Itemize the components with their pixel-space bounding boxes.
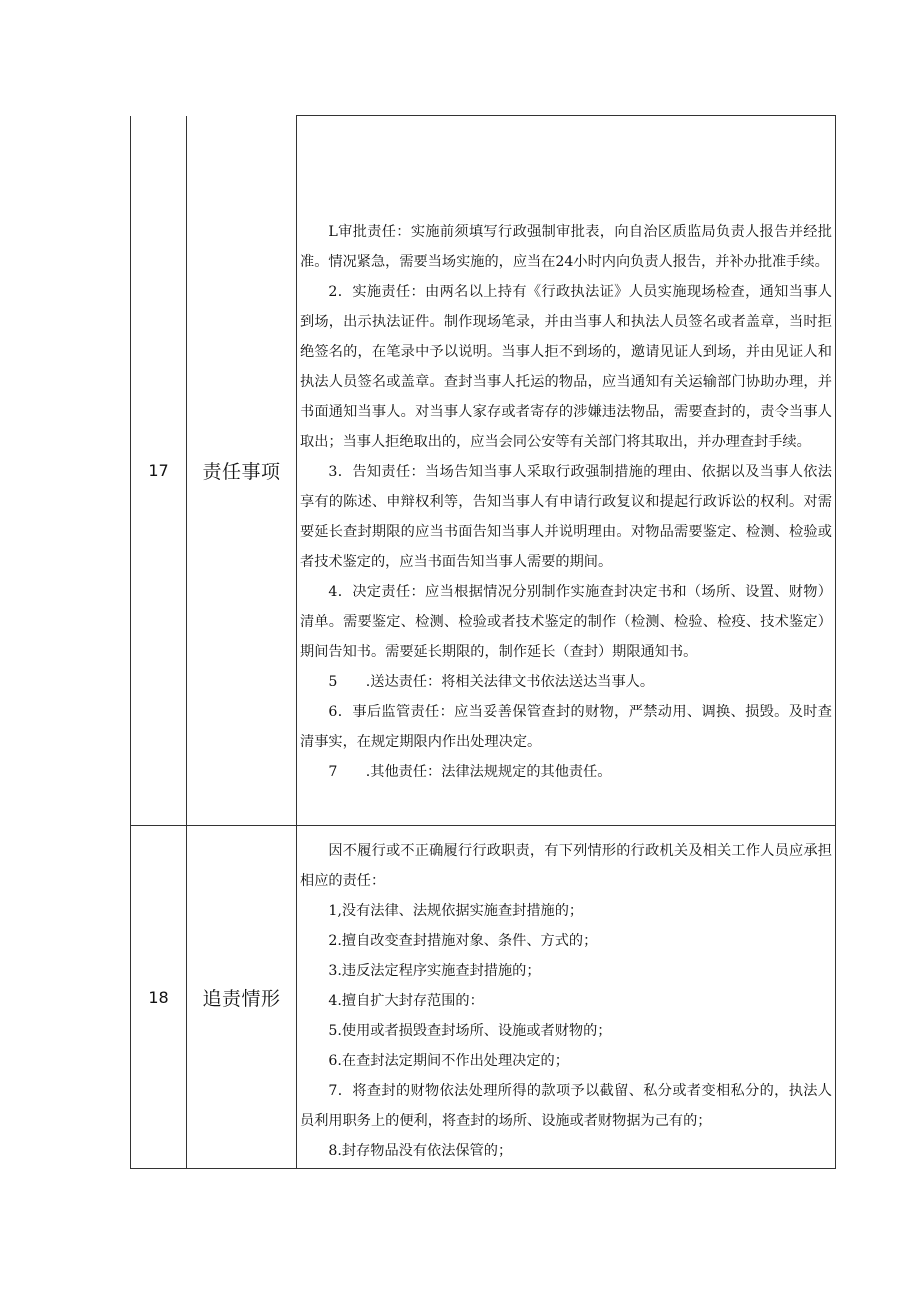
paragraph: 6．事后监管责任：应当妥善保管查封的财物，严禁动用、调换、损毁。及时查清事实，在规定期限内作出处理决定。: [300, 703, 832, 750]
row-content: [297, 826, 836, 1169]
row-content: [297, 116, 836, 826]
table-row: [131, 826, 836, 1169]
list-item: 6.在查封法定期间不作出处理决定的；: [328, 1052, 569, 1069]
list-item: 7．将查封的财物依法处理所得的款项予以截留、私分或者变相私分的，执法人员利用职务上的便利，将查封的场所、设施或者财物据为己有的；: [300, 1082, 832, 1129]
paragraph: 3．告知责任：当场告知当事人采取行政强制措施的理由、依据以及当事人依法享有的陈述、申辩权利等，告知当事人有申请行政复议和提起行政诉讼的权利。对需要延长查封期限的应当书面告知当事人并说明理由。对物品需要鉴定、检测、检验或者技术鉴定的，应当书面告知当事人需要的期间。: [300, 463, 832, 570]
paragraph: 5 .送达责任：将相关法律文书依法送达当事人。: [328, 673, 655, 690]
row-label: 责任事项: [187, 116, 297, 826]
row-number: 18: [131, 826, 187, 1169]
list-item: 5.使用或者损毁查封场所、设施或者财物的；: [328, 1022, 612, 1039]
list-item: 1,没有法律、法规依据实施查封措施的；: [328, 902, 584, 919]
list-item: 8.封存物品没有依法保管的；: [328, 1142, 513, 1159]
table-row: [131, 116, 836, 826]
paragraph: L审批责任：实施前须填写行政强制审批表，向自治区质监局负责人报告并经批准。情况紧急，需要当场实施的，应当在24小时内向负责人报告，并补办批准手续。: [300, 223, 832, 270]
list-item: 2.擅自改变查封措施对象、条件、方式的；: [328, 932, 598, 949]
paragraph: 7 .其他责任：法律法规规定的其他责任。: [328, 763, 612, 780]
list-item: 3.违反法定程序实施查封措施的；: [328, 962, 541, 979]
responsibility-table: [130, 115, 836, 1169]
row-label: 追责情形: [187, 826, 297, 1169]
row-number: 17: [131, 116, 187, 826]
list-item: 4.擅自扩大封存范围的：: [328, 992, 484, 1009]
paragraph: 2．实施责任：由两名以上持有《行政执法证》人员实施现场检查，通知当事人到场，出示执法证件。制作现场笔录，并由当事人和执法人员签名或者盖章，当时拒绝签名的，在笔录中予以说明。当事人拒不到场的，邀请见证人到场，并由见证人和执法人员签名或盖章。查封当事人托运的物品，应当通知有关运输部门协助办理，并书面通知当事人。对当事人家存或者寄存的涉嫌违法物品，需要查封的，责令当事人取出；当事人拒绝取出的，应当会同公安等有关部门将其取出，并办理查封手续。: [300, 283, 832, 450]
paragraph: 4．决定责任：应当根据情况分别制作实施查封决定书和（场所、设置、财物）清单。需要鉴定、检测、检验或者技术鉴定的制作（检测、检验、检疫、技术鉴定）期间告知书。需要延长期限的，制作延长（查封）期限通知书。: [300, 583, 832, 660]
paragraph: 因不履行或不正确履行行政职责，有下列情形的行政机关及相关工作人员应承担相应的责任：: [300, 842, 832, 889]
